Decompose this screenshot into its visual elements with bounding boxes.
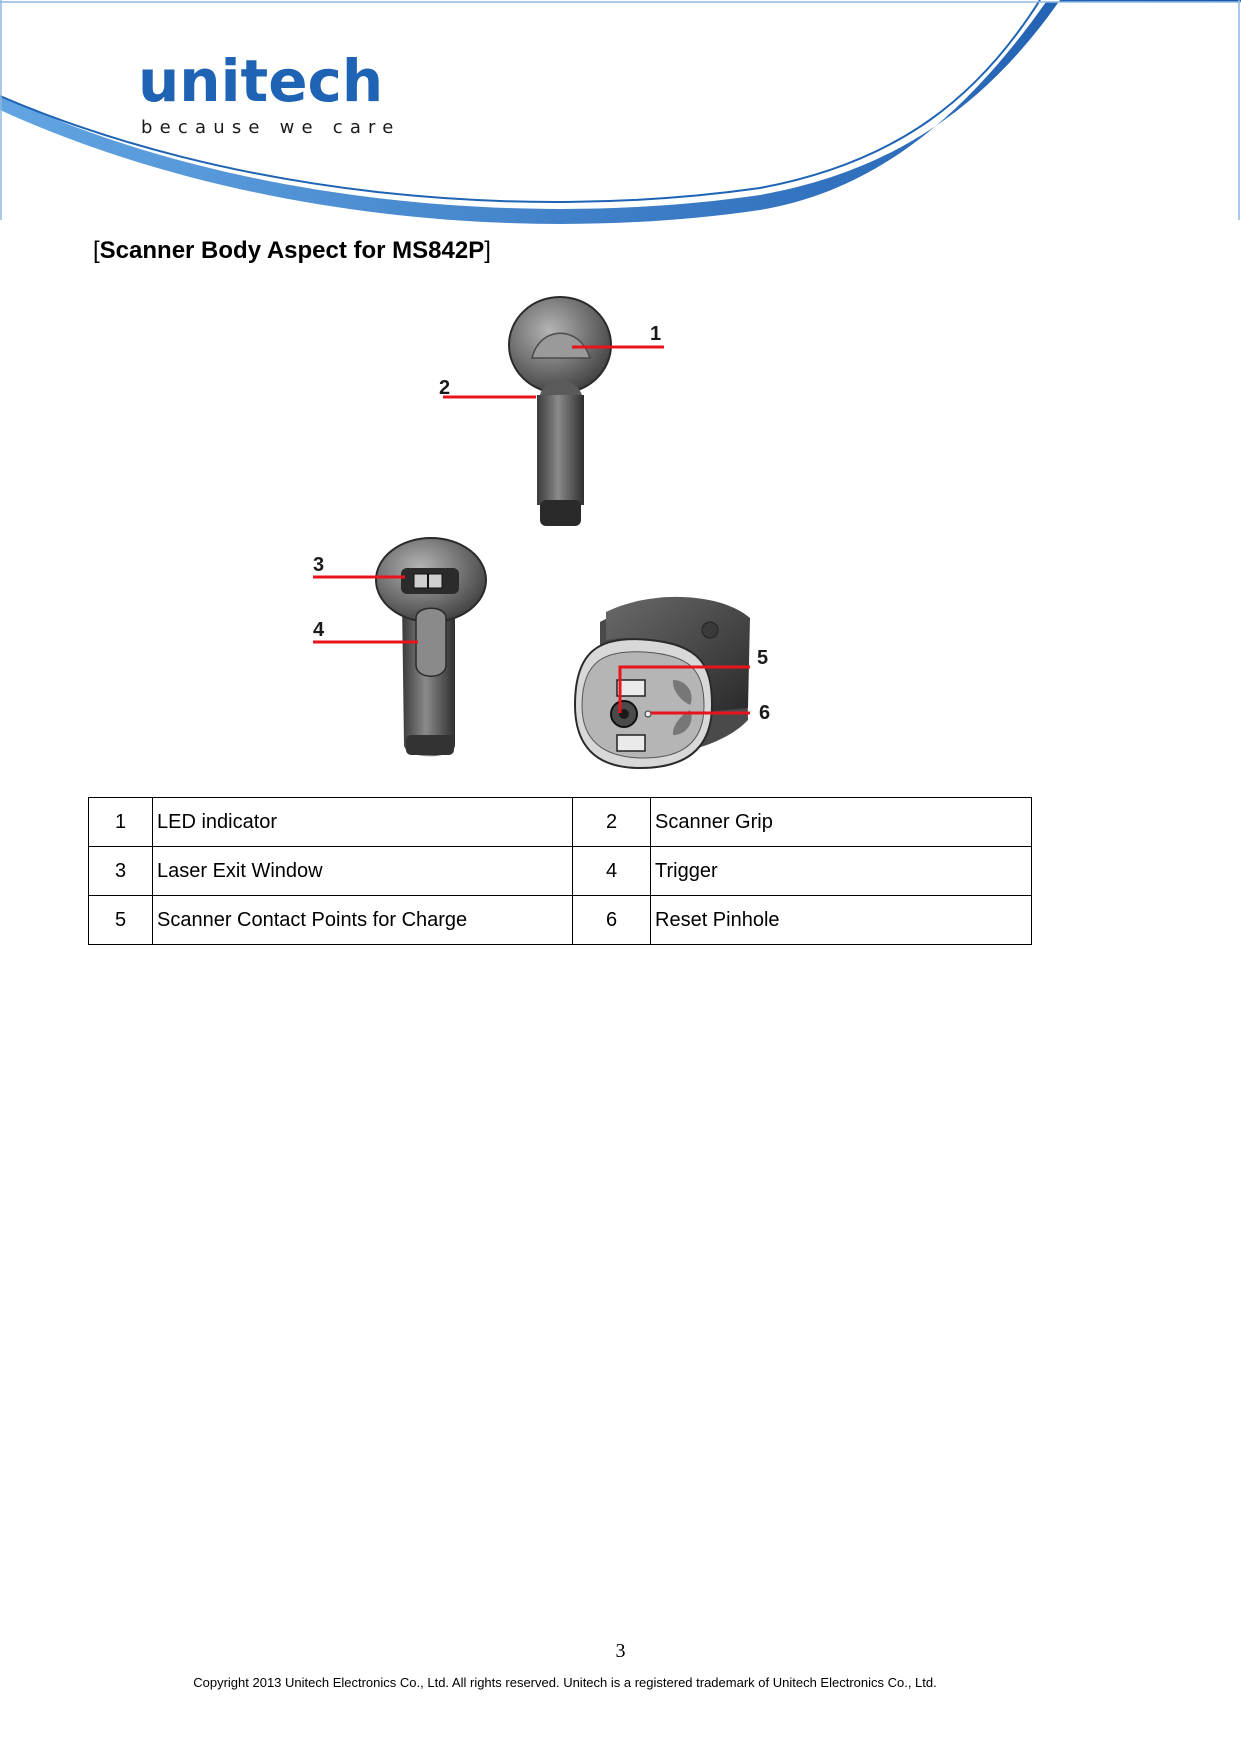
cradle-bottom-view (575, 597, 750, 768)
callout-6: 6 (759, 702, 771, 724)
part-label: LED indicator (153, 798, 573, 847)
bracket-open: [ (93, 237, 100, 264)
part-number: 1 (89, 798, 153, 847)
scanner-front-view (376, 538, 486, 756)
logo-tagline: because we care (141, 117, 401, 138)
table-row (89, 896, 1032, 945)
part-number: 6 (573, 896, 651, 945)
callout-2: 2 (439, 377, 451, 399)
page-number: 3 (615, 1640, 626, 1662)
callout-1: 1 (650, 323, 662, 345)
part-number: 4 (573, 847, 651, 896)
parts-table (88, 797, 1032, 945)
part-number: 5 (89, 896, 153, 945)
part-label: Laser Exit Window (153, 847, 573, 896)
callout-3: 3 (313, 554, 325, 576)
part-label: Scanner Contact Points for Charge (153, 896, 573, 945)
callout-4: 4 (313, 619, 325, 641)
part-number: 2 (573, 798, 651, 847)
bracket-close: ] (484, 237, 491, 264)
part-label: Reset Pinhole (651, 896, 1032, 945)
scanner-top-view (509, 297, 611, 526)
logo-wordmark: unitech (138, 47, 384, 115)
part-label: Trigger (651, 847, 1032, 896)
table-row (89, 798, 1032, 847)
copyright-notice: Copyright 2013 Unitech Electronics Co., Ltd. All rights reserved. Unitech is a registered trademark of Unitech Electronics Co., Ltd. (193, 1675, 937, 1690)
scanner-figure (0, 0, 1241, 780)
callout-5: 5 (757, 647, 769, 669)
part-number: 3 (89, 847, 153, 896)
part-label: Scanner Grip (651, 798, 1032, 847)
table-row (89, 847, 1032, 896)
section-title-text: Scanner Body Aspect for MS842P (99, 237, 485, 264)
